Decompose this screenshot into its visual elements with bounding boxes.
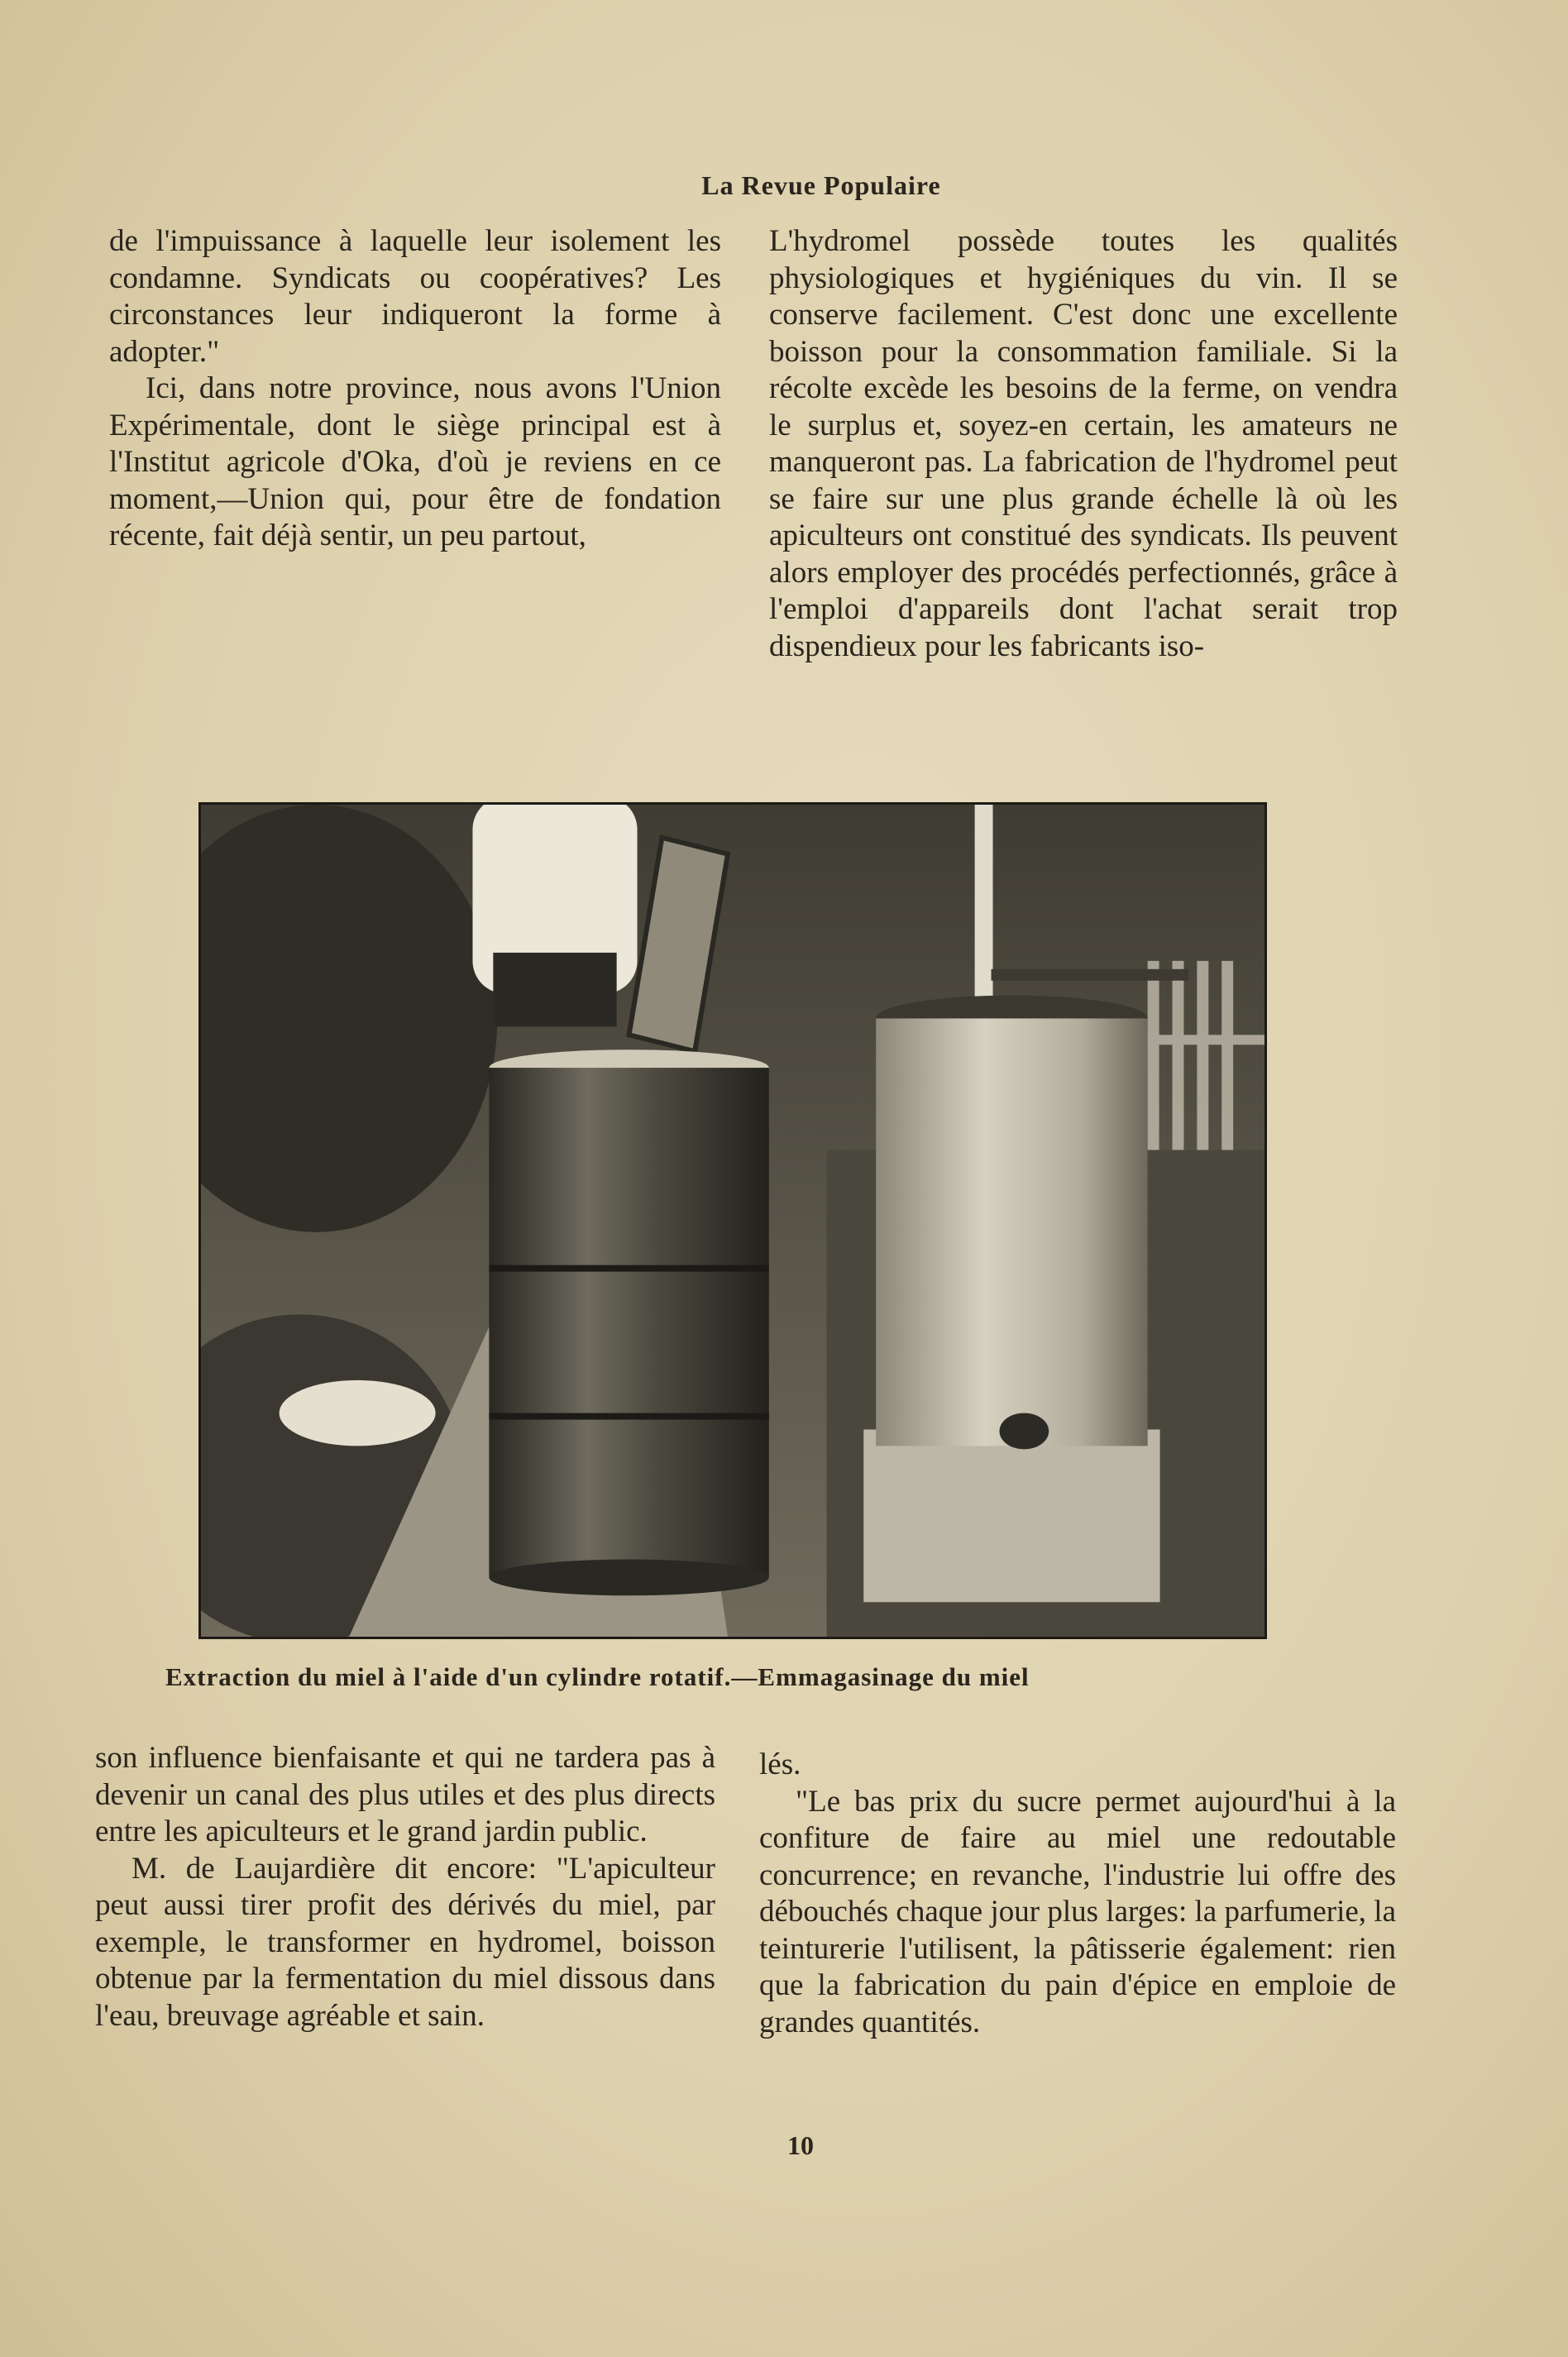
paragraph: de l'impuissance à laquelle leur isolement les condamne. Syndicats ou coopératives? Les circonstances leur indiqueront la forme à adopter." [109,224,721,369]
column-top-left [109,223,721,555]
column-top-right [769,223,1398,665]
figure-caption: Extraction du miel à l'aide d'un cylindre rotatif.—Emmagasinage du miel [165,1662,1030,1691]
column-bottom-left [95,1740,715,2034]
paragraph: lés. [759,1747,801,1781]
paragraph: "Le bas prix du sucre permet aujourd'hui à la confiture de faire au miel une redoutable concurrence; en revanche, l'industrie lui offre des débouchés chaque jour plus larges: la parfumerie, la teinturerie l'utilisent, la pâtisserie également: rien que la fabrication du pain d'épice en emploie de grandes quantités. [759,1784,1396,2039]
paragraph: son influence bienfaisante et qui ne tardera pas à devenir un canal des plus utiles et des plus directs entre les apiculteurs et le grand jardin public. [95,1741,715,1848]
page-number: 10 [787,2130,814,2160]
paragraph: M. de Laujardière dit encore: "L'apiculteur peut aussi tirer profit des dérivés du miel, par exemple, le transformer en hydromel, boisson obtenue par la fermentation du miel dissous dans l'eau, breuvage agréable et sain. [95,1851,715,2033]
paragraph: Ici, dans notre province, nous avons l'Union Expérimentale, dont le siège principal est à l'Institut agricole d'Oka, d'où je reviens en ce moment,—Union qui, pour être de fondation récente, fait déjà sentir, un peu partout, [109,371,721,552]
photo-illustration [201,805,1264,1637]
running-header: La Revue Populaire [701,170,941,200]
column-bottom-right [759,1747,1396,2041]
paragraph: L'hydromel possède toutes les qualités physiologiques et hygiéniques du vin. Il se conserve facilement. C'est donc une excellente boisson pour la consommation familiale. Si la récolte excède les besoins de la ferme, on vendra le surplus et, soyez-en certain, les amateurs ne manqueront pas. La fabrication de l'hydromel peut se faire sur une plus grande échelle là où les apiculteurs ont constitué des syndicats. Ils peuvent alors employer des procédés perfectionnés, grâce à l'emploi d'appareils dont l'achat serait trop dispendieux pour les fabricants iso- [769,224,1398,663]
photograph-honey-extraction [198,802,1267,1639]
